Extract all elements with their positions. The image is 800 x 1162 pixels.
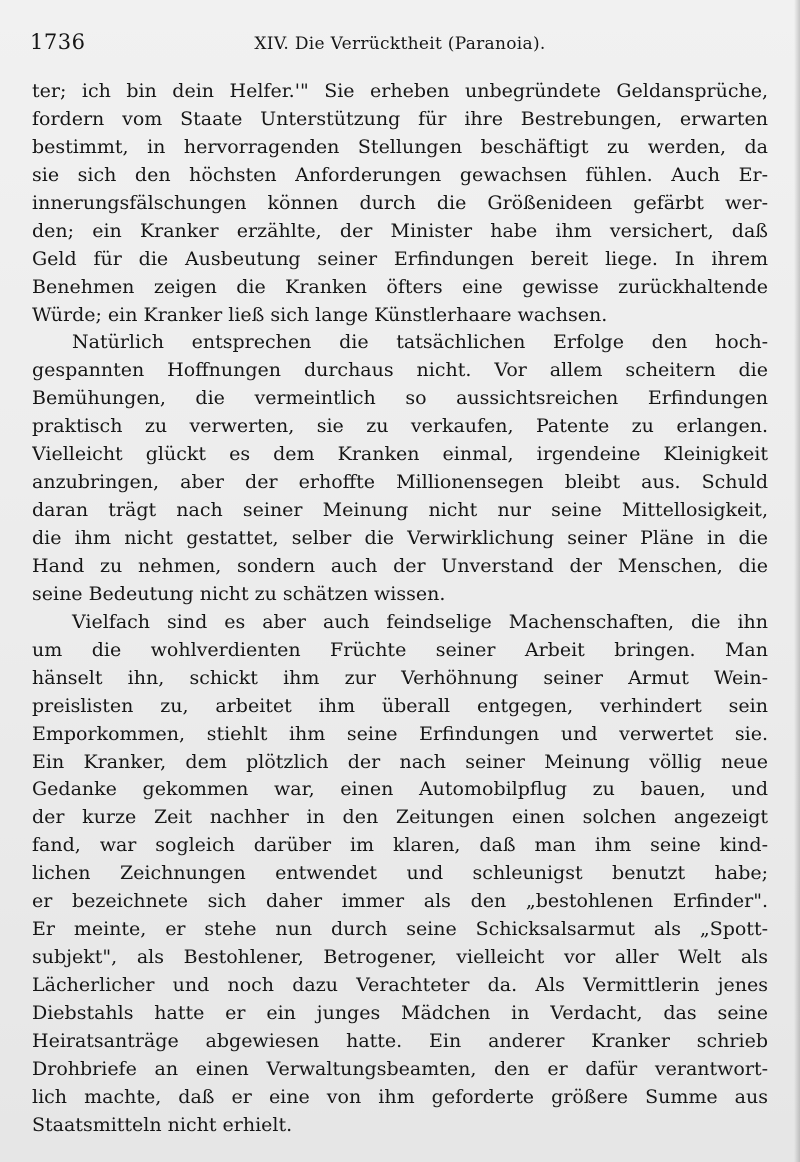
text-line: daran trägt nach seiner Meinung nicht nur seine Mittellosigkeit, xyxy=(32,499,768,522)
text-line: fordern vom Staate Unterstützung für ihre Bestrebungen, erwarten xyxy=(32,107,768,130)
text-line: bestimmt, in hervorragenden Stellungen beschäftigt zu werden, da xyxy=(32,135,768,158)
text-line: gespannten Hoffnungen durchaus nicht. Vor allem scheitern die xyxy=(32,359,768,382)
page-header xyxy=(30,30,770,60)
text-line: Gedanke gekommen war, einen Automobilpflug zu bauen, und xyxy=(32,778,768,801)
text-line: fand, war sogleich darüber im klaren, daß man ihm seine kind- xyxy=(32,834,768,857)
body-text xyxy=(32,78,768,1140)
text-line: praktisch zu verwerten, sie zu verkaufen, Patente zu erlangen. xyxy=(32,415,768,438)
text-line: Würde; ein Kranker ließ sich lange Künstlerhaare wachsen. xyxy=(32,303,608,326)
text-line: um die wohlverdienten Früchte seiner Arbeit bringen. Man xyxy=(32,638,768,661)
text-line: Hand zu nehmen, sondern auch der Unverstand der Menschen, die xyxy=(32,554,768,577)
text-line: Emporkommen, stiehlt ihm seine Erfindungen und verwertet sie. xyxy=(32,722,768,745)
text-line: Drohbriefe an einen Verwaltungsbeamten, den er dafür verantwort- xyxy=(32,1057,768,1080)
text-line: Vielfach sind es aber auch feindselige Machenschaften, die ihn xyxy=(72,610,768,633)
text-line: Lächerlicher und noch dazu Verachteter da. Als Vermittlerin jenes xyxy=(32,974,768,996)
text-line: Geld für die Ausbeutung seiner Erfindungen bereit liege. In ihrem xyxy=(32,247,768,270)
text-line: hänselt ihn, schickt ihm zur Verhöhnung seiner Armut Wein- xyxy=(32,666,768,689)
text-line: Er meinte, er stehe nun durch seine Schicksalsarmut als „Spott- xyxy=(32,918,768,941)
text-line: Ein Kranker, dem plötzlich der nach seiner Meinung völlig neue xyxy=(32,750,768,773)
text-line: Natürlich entsprechen die tatsächlichen Erfolge den hoch- xyxy=(72,331,768,354)
text-line: subjekt", als Bestohlener, Betrogener, vielleicht vor aller Welt als xyxy=(32,946,768,969)
page-edge-shadow xyxy=(794,0,800,1162)
text-line: seine Bedeutung nicht zu schätzen wissen. xyxy=(32,582,446,605)
text-line: preislisten zu, arbeitet ihm überall entgegen, verhindert sein xyxy=(32,694,768,717)
text-line: den; ein Kranker erzählte, der Minister habe ihm versichert, daß xyxy=(32,219,768,242)
text-line: Diebstahls hatte er ein junges Mädchen in Verdacht, das seine xyxy=(32,1001,768,1024)
page-number: 1736 xyxy=(30,30,86,54)
text-line: Benehmen zeigen die Kranken öfters eine gewisse zurückhaltende xyxy=(32,275,768,298)
text-line: ter; ich bin dein Helfer.'" Sie erheben unbegründete Geldansprüche, xyxy=(32,80,768,102)
text-line: Heiratsanträge abgewiesen hatte. Ein anderer Kranker schrieb xyxy=(32,1029,768,1052)
text-line: Vielleicht glückt es dem Kranken einmal, irgendeine Kleinigkeit xyxy=(32,443,768,466)
text-line: sie sich den höchsten Anforderungen gewachsen fühlen. Auch Er- xyxy=(32,163,768,186)
text-line: lich machte, daß er eine von ihm geforderte größere Summe aus xyxy=(32,1085,768,1108)
text-line: lichen Zeichnungen entwendet und schleunigst benutzt habe; xyxy=(32,862,768,885)
text-line: der kurze Zeit nachher in den Zeitungen einen solchen angezeigt xyxy=(32,806,768,829)
text-line: er bezeichnete sich daher immer als den „bestohlenen Erfinder". xyxy=(32,890,768,913)
running-title: XIV. Die Verrücktheit (Paranoia). xyxy=(254,34,546,54)
text-line: anzubringen, aber der erhoffte Millionensegen bleibt aus. Schuld xyxy=(32,471,768,494)
text-line: Bemühungen, die vermeintlich so aussichtsreichen Erfindungen xyxy=(32,387,768,410)
text-line: Staatsmitteln nicht erhielt. xyxy=(32,1113,293,1136)
text-line: innerungsfälschungen können durch die Größenideen gefärbt wer- xyxy=(32,191,768,214)
text-line: die ihm nicht gestattet, selber die Verwirklichung seiner Pläne in die xyxy=(32,527,768,549)
